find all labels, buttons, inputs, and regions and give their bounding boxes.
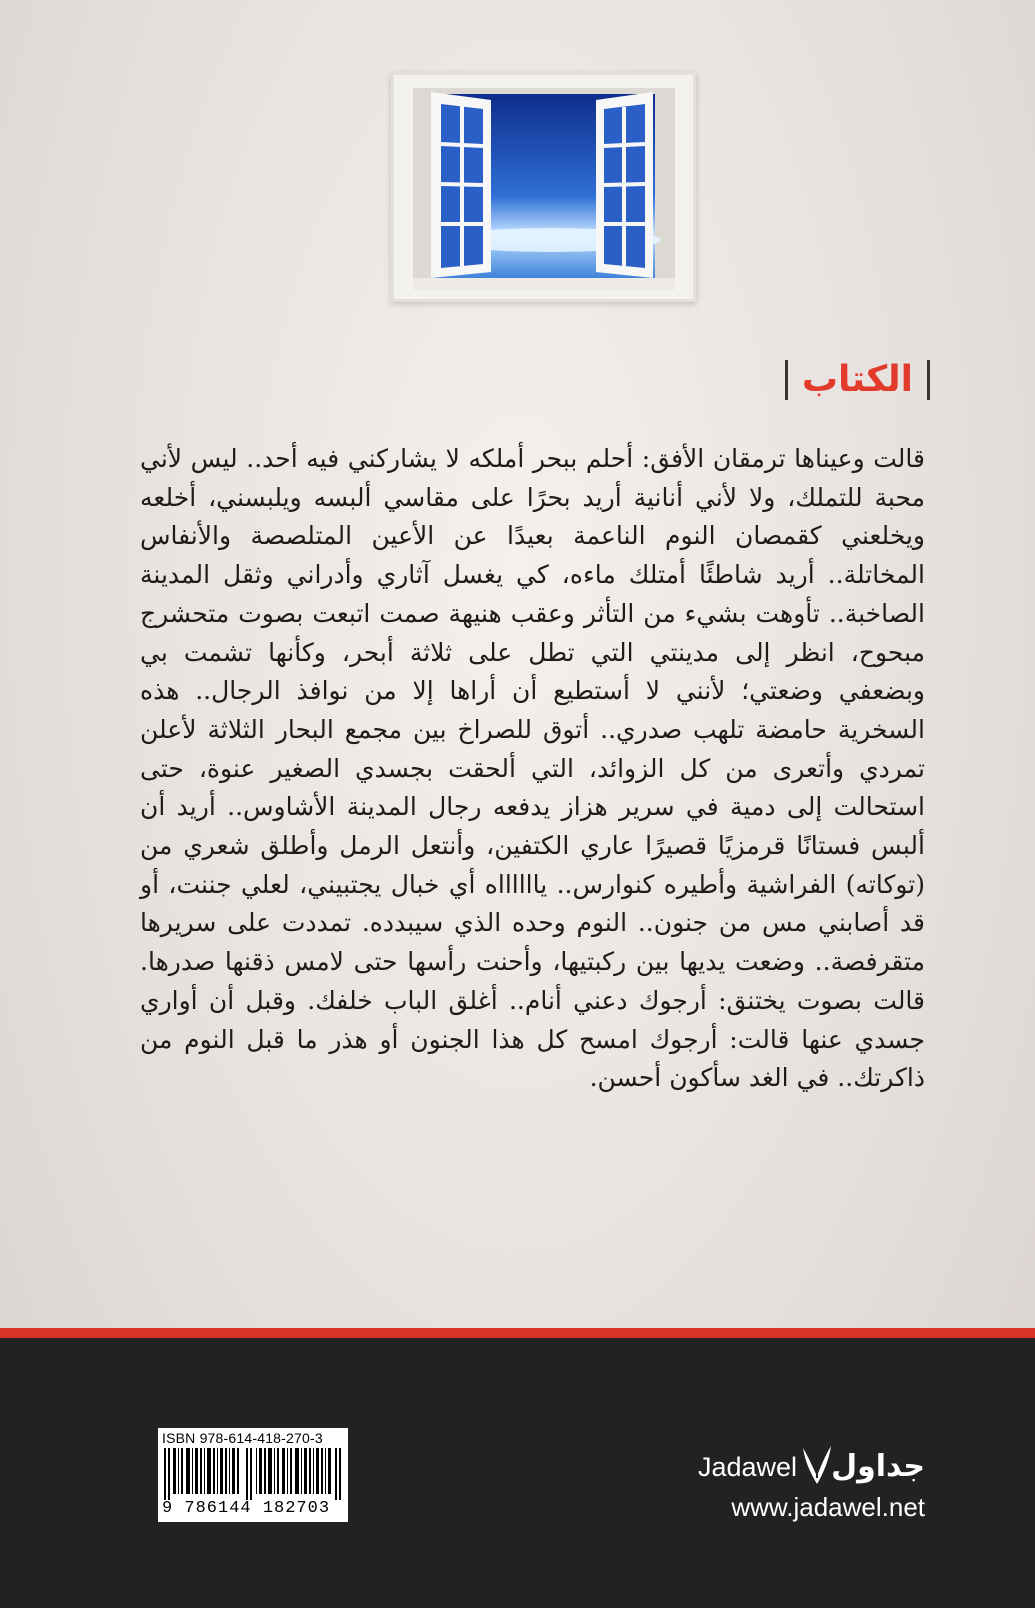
heading-divider-left [785, 360, 788, 400]
isbn-label: ISBN 978-614-418-270-3 [162, 1430, 323, 1446]
cover-image-open-window [391, 72, 696, 302]
publisher-url: www.jadawel.net [731, 1492, 925, 1522]
publisher-name-arabic: جداول [831, 1449, 925, 1484]
isbn-digits: 9 786144 182703 [162, 1499, 331, 1518]
section-title: الكتاب [801, 359, 913, 400]
publisher-block [675, 1444, 925, 1524]
barcode-bars [162, 1448, 344, 1500]
isbn-barcode [158, 1428, 348, 1522]
window-illustration [391, 72, 696, 302]
section-heading [785, 355, 930, 405]
book-blurb: قالت وعيناها ترمقان الأفق: أحلم ببحر أملكه لا يشاركني فيه أحد.. ليس لأني محبة للتملك، ولا لأني أنانية أريد بحرًا على مقاسي ألبسه ويلبسني، أخلعه ويخلعني كقمصان النوم الناعمة بعيدًا عن الأعين المتلصصة والأنفاس المخاتلة.. أريد شاطئًا أمتلك ماءه، كي يغسل آثاري وأدراني وثقل المدينة الصاخبة.. تأوهت بشيء من التأثر وعقب هنيهة صمت اتبعت بصوت متحشرج مبحوح، انظر إلى مدينتي التي تطل على ثلاثة أبحر، وكأنها تشمت بي وبضعفي وضعتي؛ لأنني لا أستطيع أن أراها إلا من نوافذ الرجال.. هذه السخرية حامضة تلهب صدري.. أتوق للصراخ بين مجمع البحار الثلاثة لأعلن تمردي وأتعرى من كل الزوائد، التي ألحقت بجسدي الصغير عنوة، حتى استحالت إلى دمية في سرير هزاز يدفعه رجال المدينة الأشاوس.. أريد أن ألبس فستانًا قرمزيًا قصيرًا عاري الكتفين، وأنتعل الرمل وأطلق شعري من (توكاته) الفراشية وأطيره كنوارس.. يااااااه أي خبال يجتبيني، لعلي جننت، أو قد أصابني مس من جنون.. النوم وحده الذي سيبدده. تمددت على سريرها متقرفصة.. وضعت يديها بين ركبتيها، وأحنت رأسها حتى لامس ذقنها صدرها. قالت بصوت يختنق: أرجوك دعني أنام.. أغلق الباب خلفك. وقبل أن أواري جسدي عنها قالت: أرجوك امسح كل هذا الجنون أو هذر ما قبل النوم من ذاكرتك.. في الغد سأكون أحسن. [140, 444, 925, 1093]
publisher-name-english: Jadawel [697, 1452, 797, 1482]
accent-stripe [0, 1328, 1035, 1338]
heading-divider-right [927, 360, 930, 400]
publisher-leaf-icon [799, 1444, 835, 1486]
